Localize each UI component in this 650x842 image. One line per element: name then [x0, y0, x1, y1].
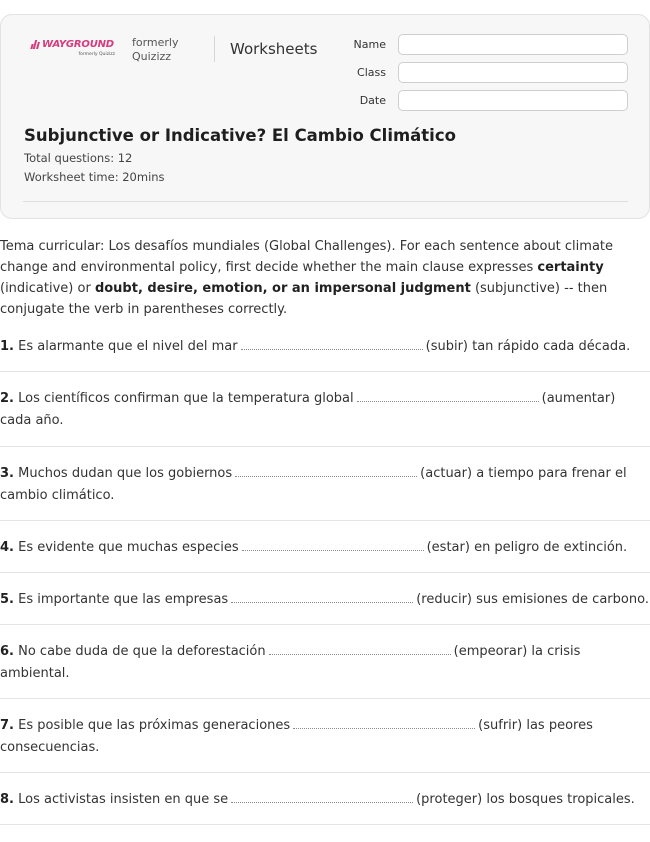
question-divider	[0, 371, 650, 372]
total-questions: Total questions: 12	[24, 151, 133, 165]
header-divider	[214, 36, 215, 62]
question-divider	[0, 446, 650, 447]
question-divider	[0, 824, 650, 825]
logo-bars-icon	[31, 40, 39, 49]
question-2: 2. Los científicos confirman que la temperatura global (aumentar) cada año.	[0, 388, 650, 432]
section-label: Worksheets	[230, 40, 318, 58]
question-8: 8. Los activistas insisten en que se (proteger) los bosques tropicales.	[0, 789, 650, 811]
worksheet-title: Subjunctive or Indicative? El Cambio Climático	[24, 126, 456, 145]
answer-blank[interactable]	[231, 789, 413, 803]
answer-blank[interactable]	[293, 715, 475, 729]
logo-brand: WAYGROUND	[42, 39, 114, 50]
question-1: 1. Es alarmante que el nivel del mar (subir) tan rápido cada década.	[0, 336, 650, 358]
formerly-quizizz-note: formerly Quizizz	[132, 36, 179, 63]
wayground-logo	[31, 39, 117, 57]
answer-blank[interactable]	[242, 537, 424, 551]
name-label: Name	[353, 38, 386, 51]
answer-blank[interactable]	[241, 336, 423, 350]
class-field[interactable]	[398, 62, 628, 83]
class-label: Class	[357, 66, 386, 79]
answer-blank[interactable]	[357, 388, 539, 402]
question-3: 3. Muchos dudan que los gobiernos (actuar) a tiempo para frenar el cambio climático.	[0, 463, 650, 507]
answer-blank[interactable]	[235, 463, 417, 477]
subjunctive-emphasis: doubt, desire, emotion, or an impersonal judgment	[94, 281, 471, 296]
date-field[interactable]	[398, 90, 628, 111]
question-divider	[0, 624, 650, 625]
instructions: Tema curricular: Los desafíos mundiales (Global Challenges). For each sentence about climate change and environmental policy, first decide whether the main clause expresses certainty (indicative) or doubt, desire, emotion, or an impersonal judgment (subjunctive) -- then conjugate the verb in parentheses correctly.	[0, 239, 614, 317]
question-5: 5. Es importante que las empresas (reducir) sus emisiones de carbono.	[0, 589, 650, 611]
question-7: 7. Es posible que las próximas generaciones (sufrir) las peores consecuencias.	[0, 715, 650, 759]
logo-subtext: formerly Quizizz	[78, 52, 115, 57]
answer-blank[interactable]	[231, 589, 413, 603]
question-4: 4. Es evidente que muchas especies (estar) en peligro de extinción.	[0, 537, 650, 559]
header-rule	[23, 201, 628, 202]
worksheet-time: Worksheet time: 20mins	[24, 170, 165, 184]
question-divider	[0, 772, 650, 773]
answer-blank[interactable]	[269, 641, 451, 655]
certainty-emphasis: certainty	[537, 260, 604, 275]
question-divider	[0, 520, 650, 521]
question-6: 6. No cabe duda de que la deforestación (empeorar) la crisis ambiental.	[0, 641, 650, 685]
question-divider	[0, 572, 650, 573]
question-divider	[0, 698, 650, 699]
name-field[interactable]	[398, 34, 628, 55]
worksheet-header	[0, 14, 650, 219]
date-label: Date	[359, 94, 386, 107]
